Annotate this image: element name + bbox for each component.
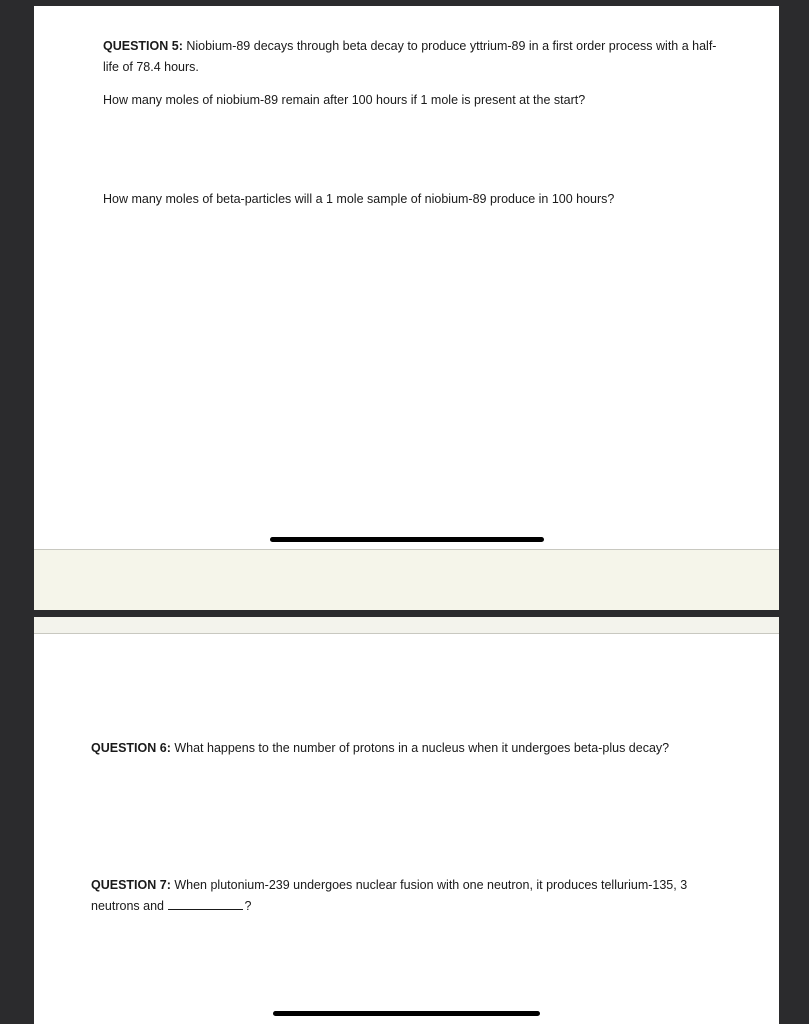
- question-7-label: QUESTION 7:: [91, 878, 171, 892]
- question-6: [91, 738, 751, 759]
- question-5-label: QUESTION 5:: [103, 39, 183, 53]
- home-indicator-bar[interactable]: [273, 1011, 540, 1016]
- question-5-part-b: How many moles of beta-particles will a 1 mole sample of niobium-89 produce in 100 hours?: [103, 192, 615, 206]
- answer-blank: [168, 897, 243, 910]
- page-gap-band: [34, 617, 779, 634]
- home-indicator-bar[interactable]: [270, 537, 544, 542]
- question-6-label: QUESTION 6:: [91, 741, 171, 755]
- document-page-2: [34, 634, 779, 1024]
- document-page-1: [34, 6, 779, 549]
- question-7: [91, 875, 731, 917]
- page-gap-band: [34, 549, 779, 611]
- question-7-text: When plutonium-239 undergoes nuclear fusion with one neutron, it produces tellurium-135, 3 neutrons and: [91, 878, 688, 913]
- question-7-end: ?: [244, 899, 252, 913]
- question-5: [103, 36, 723, 78]
- question-6-text: What happens to the number of protons in a nucleus when it undergoes beta-plus decay?: [170, 741, 670, 755]
- question-5-text: Niobium-89 decays through beta decay to produce yttrium-89 in a first order process with a half-life of 78.4 hours.: [103, 39, 717, 74]
- page-divider: [34, 610, 779, 617]
- question-5-part-a: How many moles of niobium-89 remain after 100 hours if 1 mole is present at the start?: [103, 93, 586, 107]
